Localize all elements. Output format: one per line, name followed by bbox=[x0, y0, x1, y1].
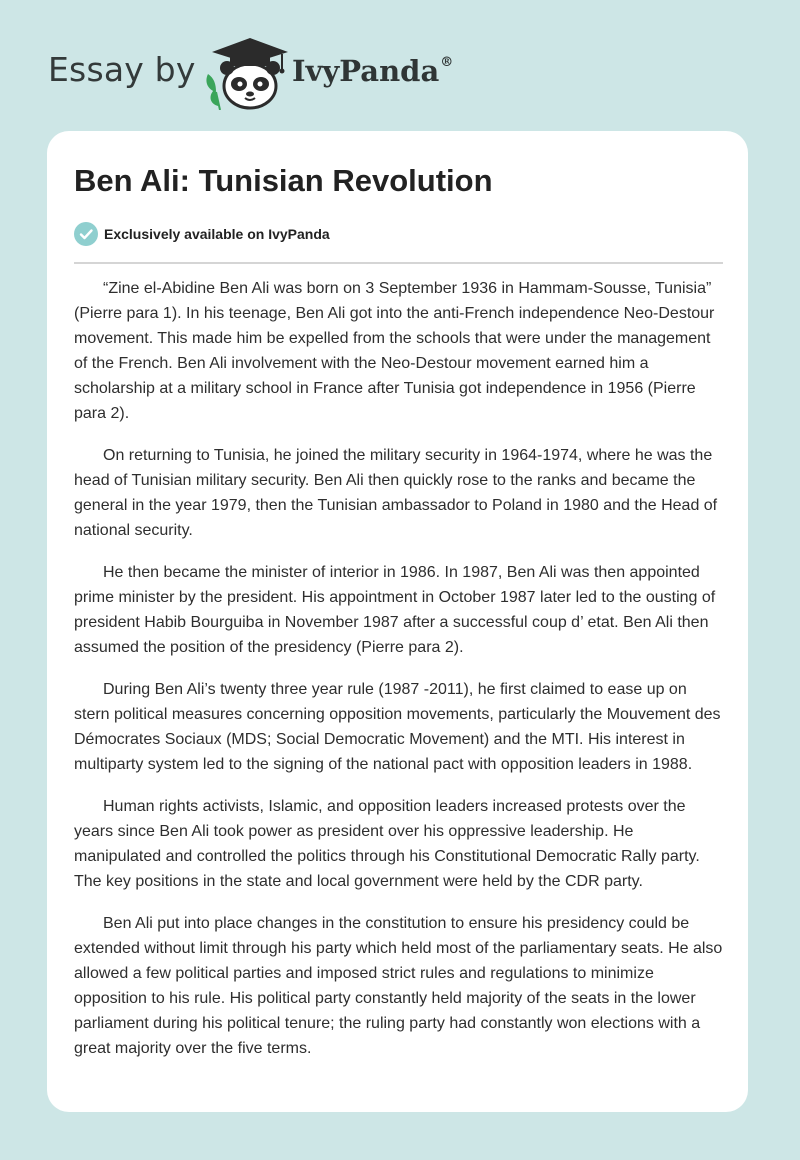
essay-card bbox=[47, 131, 748, 1112]
essay-by-label: Essay by bbox=[48, 50, 196, 89]
essay-body bbox=[74, 276, 724, 1078]
paragraph: Ben Ali put into place changes in the constitution to ensure his presidency could be extended without limit through his party which held most of the parliamentary seats. He also allowed a few political parties and imposed strict rules and regulations to minimize opposition to his rule. His political party constantly held majority of the seats in the lower parliament during his political tenure; the ruling party had constantly won elections with a great majority over the five terms. bbox=[74, 915, 723, 1057]
essay-title: Ben Ali: Tunisian Revolution bbox=[74, 163, 493, 198]
paragraph: “Zine el-Abidine Ben Ali was born on 3 September 1936 in Hammam-Sousse, Tunisia” (Pierre para 1). In his teenage, Ben Ali got into the anti-French independence Neo-Destour movement. This made him be expelled from the schools that were under the management of the French. Ben Ali involvement with the Neo-Destour movement earned him a scholarship at a military school in France after Tunisia got independence in 1956 (Pierre para 2). bbox=[74, 280, 715, 422]
brand-name[interactable] bbox=[292, 54, 453, 88]
site-header bbox=[48, 34, 568, 110]
brand-text: IvyPanda bbox=[292, 54, 440, 88]
trademark-symbol: ® bbox=[440, 55, 454, 71]
panda-graduate-logo-icon[interactable] bbox=[202, 34, 292, 110]
exclusive-badge-label: Exclusively available on IvyPanda bbox=[104, 226, 330, 242]
divider bbox=[74, 262, 723, 264]
paragraph: He then became the minister of interior in 1986. In 1987, Ben Ali was then appointed prime minister by the president. His appointment in October 1987 later led to the ousting of president Habib Bourguiba in November 1987 after a successful coup d’ etat. Ben Ali then assumed the position of the presidency (Pierre para 2). bbox=[74, 564, 716, 656]
paragraph: On returning to Tunisia, he joined the military security in 1964-1974, where he was the head of Tunisian military security. Ben Ali then quickly rose to the ranks and became the general in the year 1979, then the Tunisian ambassador to Poland in 1980 and the Head of national security. bbox=[74, 447, 718, 539]
paragraph: Human rights activists, Islamic, and opposition leaders increased protests over the years since Ben Ali took power as president over his oppressive leadership. He manipulated and controlled the politics through his Constitutional Democratic Rally party. The key positions in the state and local government were held by the CDR party. bbox=[74, 798, 700, 890]
exclusive-badge bbox=[74, 222, 330, 246]
check-circle-icon bbox=[74, 222, 98, 246]
paragraph: During Ben Ali’s twenty three year rule (1987 -2011), he first claimed to ease up on stern political measures concerning opposition movements, particularly the Mouvement des Démocrates Sociaux (MDS; Social Democratic Movement) and the MTI. His interest in multiparty system led to the signing of the national pact with opposition leaders in 1988. bbox=[74, 681, 721, 773]
